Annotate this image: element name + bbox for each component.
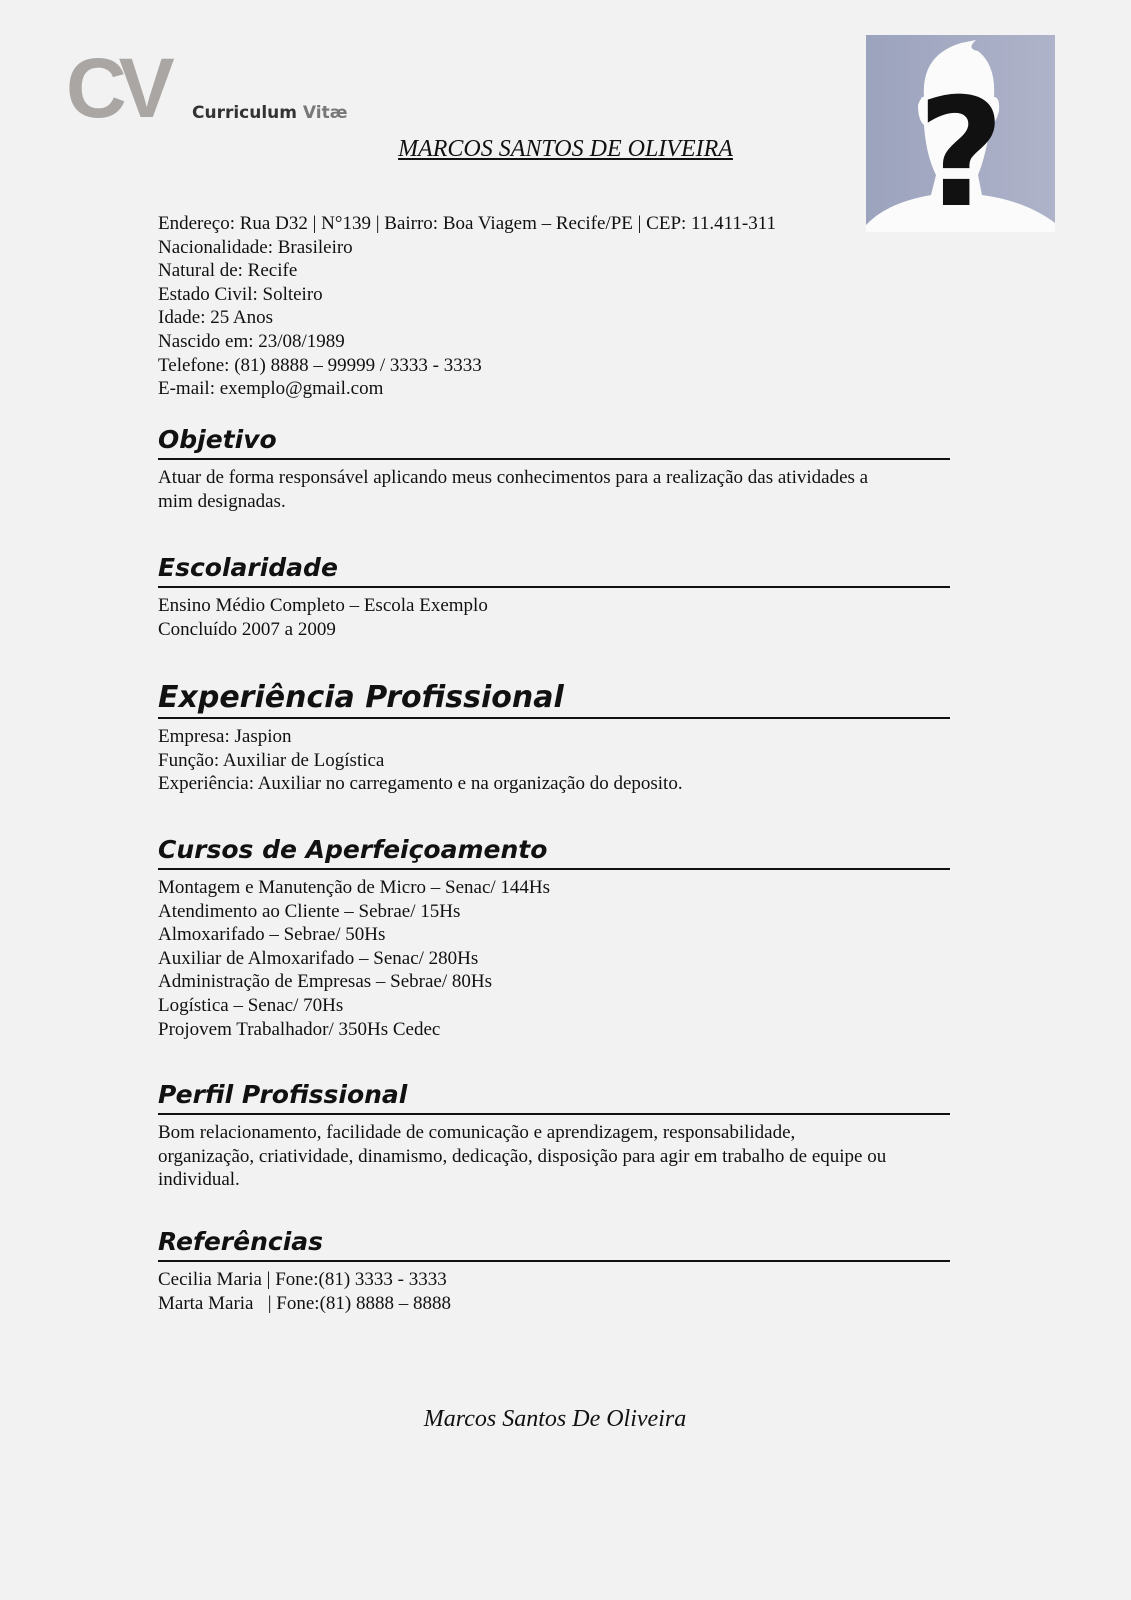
section-objetivo — [158, 422, 950, 513]
section-line: mim designadas. — [158, 490, 286, 512]
section-line: Empresa: Jaspion — [158, 726, 292, 747]
section-divider — [158, 458, 950, 460]
section-line: Atendimento ao Cliente – Sebrae/ 15Hs — [158, 900, 461, 922]
section-line: Ensino Médio Completo – Escola Exemplo — [158, 595, 488, 616]
logo-text-b: Vitæ — [302, 103, 348, 123]
section-perfil — [158, 1077, 950, 1192]
section-line: Bom relacionamento, facilidade de comunicação e aprendizagem, responsabilidade, — [158, 1122, 796, 1143]
logo-text — [192, 102, 348, 124]
logo-letters: CV — [66, 50, 167, 126]
section-divider — [158, 717, 950, 719]
section-line: Cecilia Maria | Fone:(81) 3333 - 3333 — [158, 1269, 447, 1290]
personal-info-line: Telefone: (81) 8888 – 99999 / 3333 - 3333 — [158, 354, 482, 376]
personal-info-line: Natural de: Recife — [158, 260, 298, 282]
section-line: Marta Maria | Fone:(81) 8888 – 8888 — [158, 1292, 451, 1314]
section-line: Almoxarifado – Sebrae/ 50Hs — [158, 924, 386, 946]
section-escolaridade — [158, 550, 950, 641]
section-line: individual. — [158, 1169, 240, 1191]
section-divider — [158, 1260, 950, 1262]
personal-info — [158, 212, 958, 401]
section-heading: Referências — [158, 1227, 324, 1256]
section-divider — [158, 1113, 950, 1115]
section-line: Logística – Senac/ 70Hs — [158, 994, 344, 1016]
section-heading: Experiência Profissional — [158, 680, 564, 715]
person-silhouette-icon — [866, 35, 1055, 232]
section-body — [158, 725, 950, 796]
section-line: Auxiliar de Almoxarifado – Senac/ 280Hs — [158, 947, 479, 969]
personal-info-line: Nascido em: 23/08/1989 — [158, 330, 345, 352]
logo-text-a: Curriculum — [192, 103, 297, 123]
section-experiencia — [158, 679, 950, 796]
section-line: Administração de Empresas – Sebrae/ 80Hs — [158, 971, 492, 993]
section-cursos — [158, 832, 950, 1041]
section-heading: Perfil Profissional — [158, 1080, 408, 1109]
section-line: organização, criatividade, dinamismo, dedicação, disposição para agir em trabalho de equipe ou — [158, 1145, 887, 1167]
cv-logo — [66, 50, 366, 130]
section-line: Função: Auxiliar de Logística — [158, 749, 385, 771]
section-line: Projovem Trabalhador/ 350Hs Cedec — [158, 1018, 441, 1040]
section-heading: Cursos de Aperfeiçoamento — [158, 835, 548, 864]
personal-info-line: Estado Civil: Solteiro — [158, 283, 323, 305]
section-divider — [158, 586, 950, 588]
section-heading: Objetivo — [158, 425, 277, 454]
profile-photo-placeholder — [866, 35, 1055, 232]
section-body — [158, 1121, 950, 1192]
section-body — [158, 1268, 950, 1315]
personal-info-line: E-mail: exemplo@gmail.com — [158, 378, 384, 400]
section-body — [158, 876, 950, 1041]
section-body — [158, 594, 950, 641]
section-heading: Escolaridade — [158, 553, 338, 582]
section-body — [158, 466, 950, 513]
section-line: Atuar de forma responsável aplicando meus conhecimentos para a realização das atividades a — [158, 467, 869, 488]
section-divider — [158, 868, 950, 870]
personal-info-line: Nacionalidade: Brasileiro — [158, 236, 353, 258]
candidate-name: MARCOS SANTOS DE OLIVEIRA — [398, 136, 733, 162]
svg-text:?: ? — [917, 67, 1005, 232]
signature: Marcos Santos De Oliveira — [423, 1406, 687, 1432]
section-referencias — [158, 1224, 950, 1315]
section-line: Experiência: Auxiliar no carregamento e na organização do deposito. — [158, 773, 683, 795]
personal-info-line: Idade: 25 Anos — [158, 307, 274, 329]
section-line: Montagem e Manutenção de Micro – Senac/ 144Hs — [158, 877, 551, 898]
section-line: Concluído 2007 a 2009 — [158, 618, 336, 640]
personal-info-line: Endereço: Rua D32 | N°139 | Bairro: Boa Viagem – Recife/PE | CEP: 11.411-311 — [158, 213, 777, 234]
